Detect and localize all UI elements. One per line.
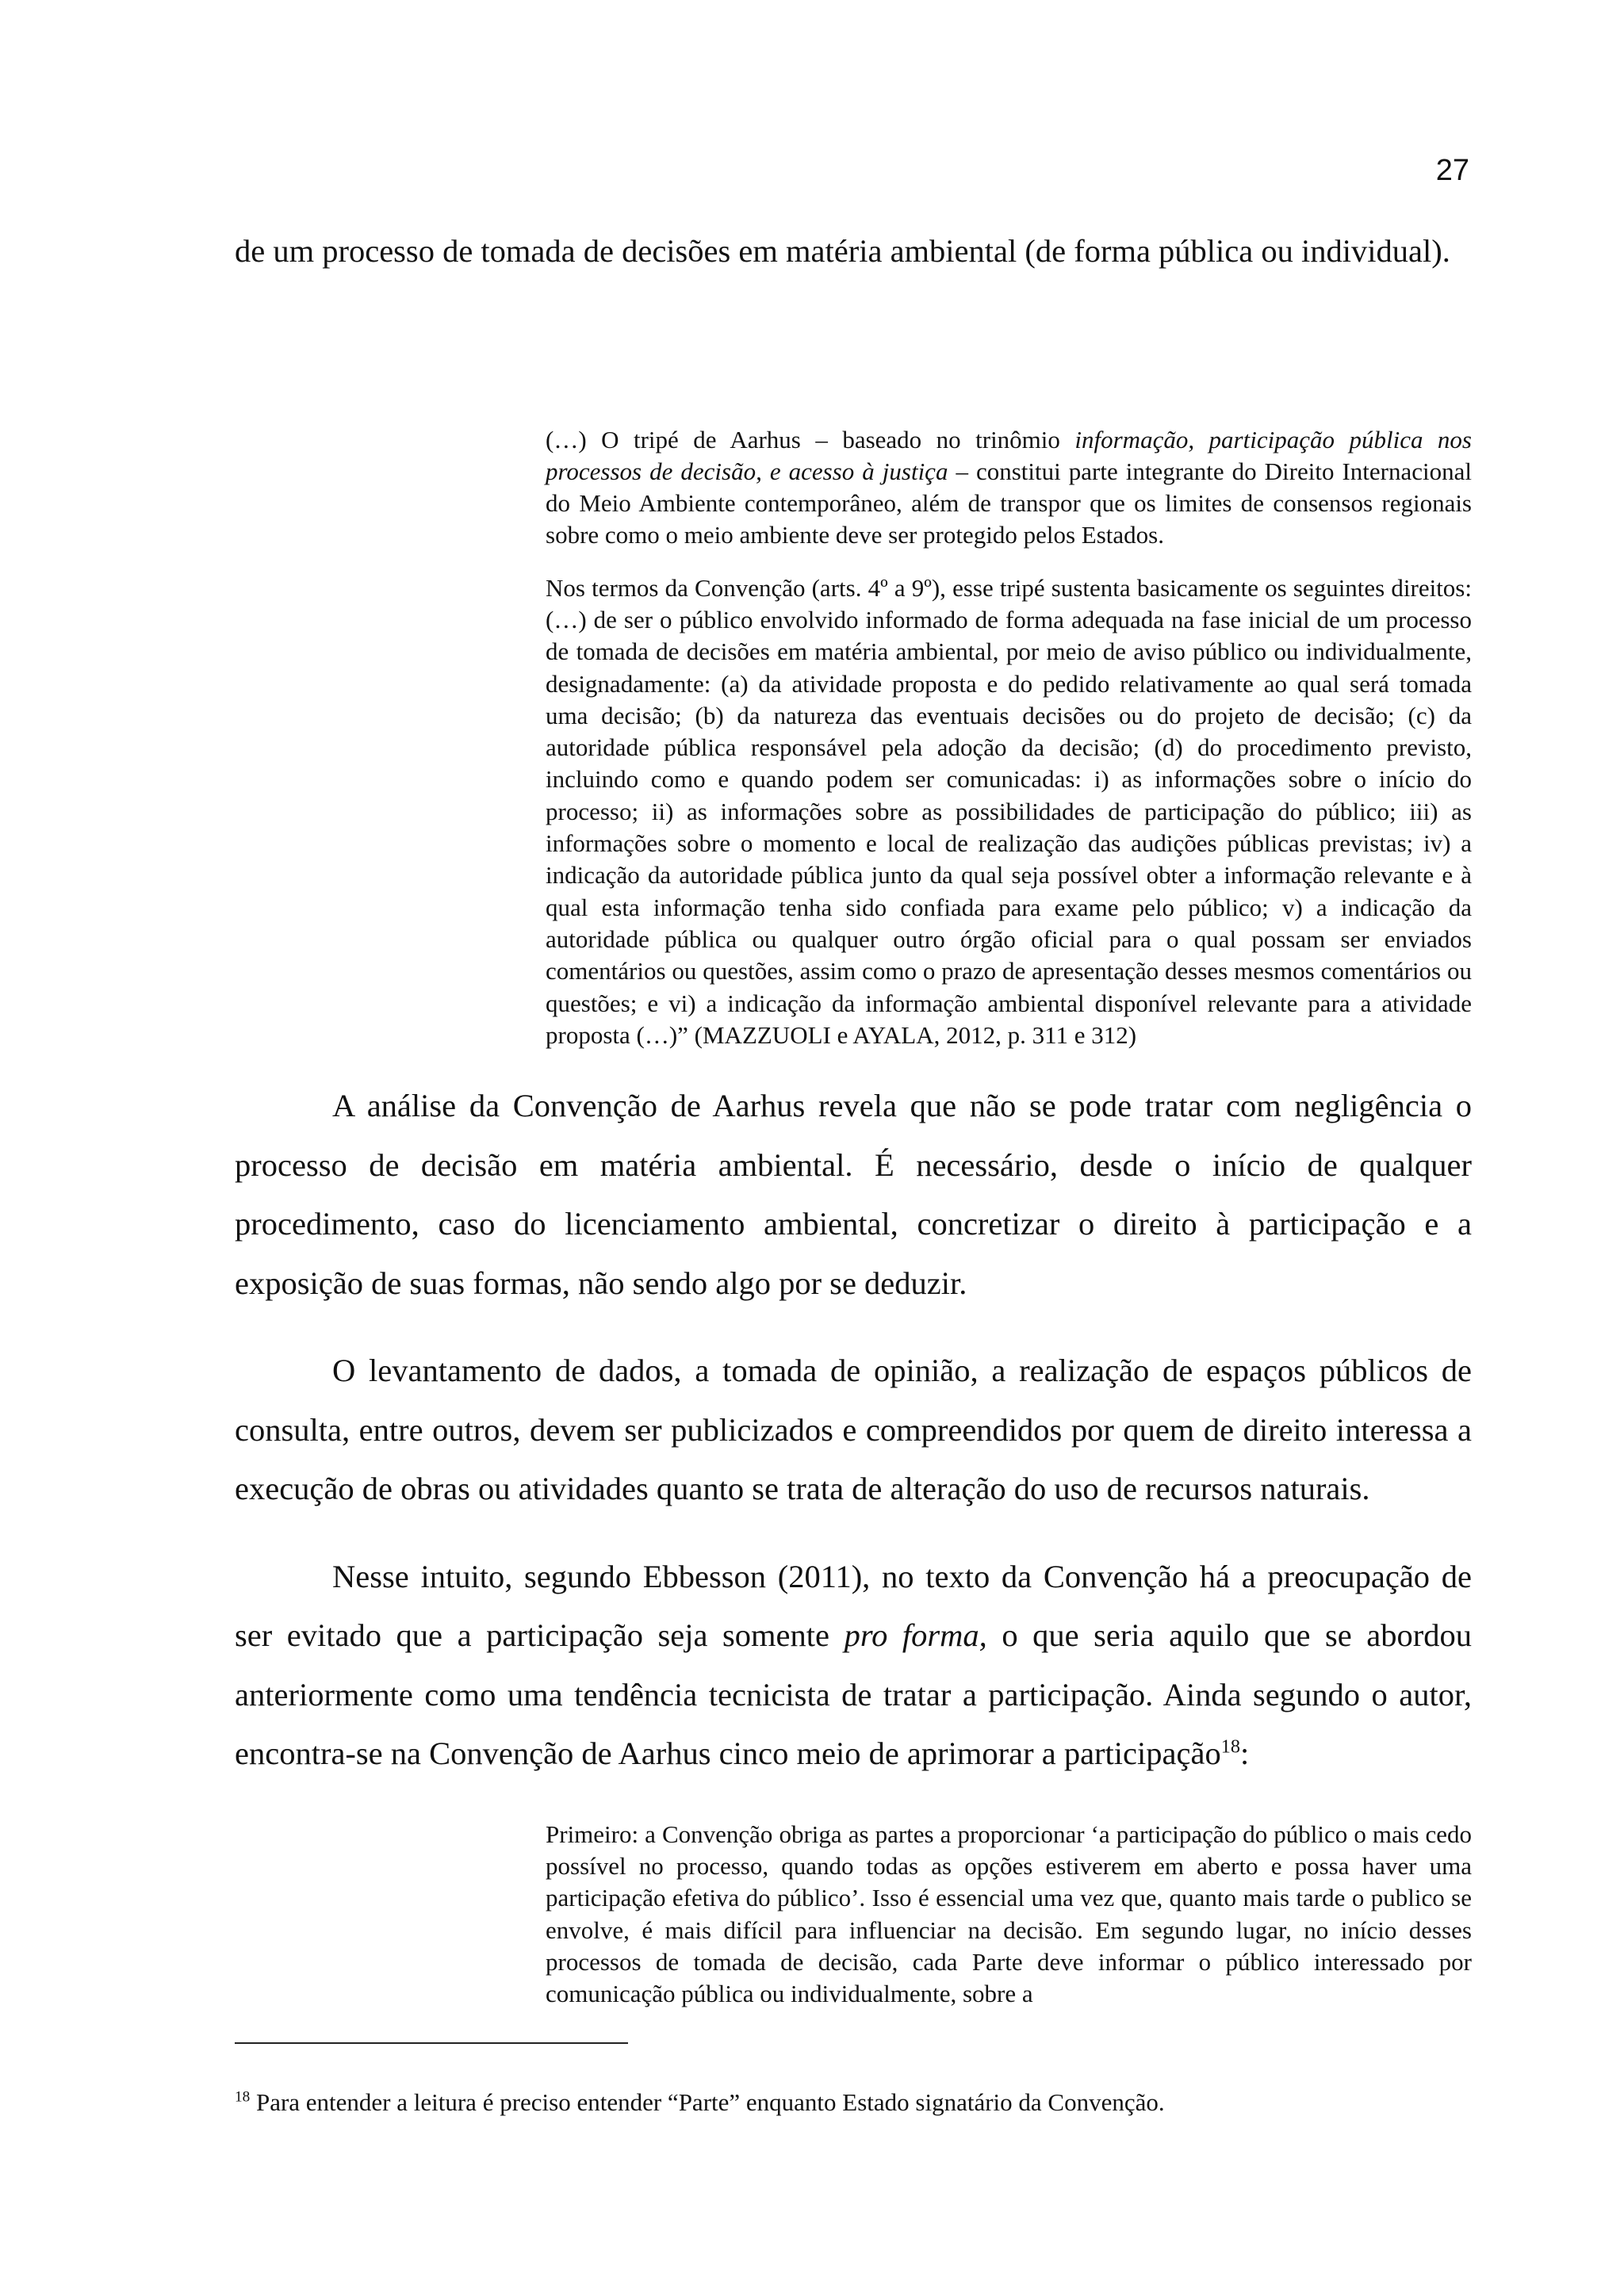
footnote-number: 18 [235,2088,251,2106]
page-body [235,222,1472,2010]
paragraph-italic-text: pro forma, [844,1617,987,1654]
quote-italic-text: informação, participação pública nos processos de decisão, e acesso à justiça [546,425,1472,485]
paragraph-data-survey: O levantamento de dados, a tomada de opinião, a realização de espaços públicos de consulta, entre outros, devem ser publicizados e compreendidos por quem de direito interessa a execução de obras ou atividades quanto se trata de alteração do uso de recursos naturais. [235,1353,1472,1507]
paragraph-continuation: de um processo de tomada de decisões em matéria ambiental (de forma pública ou individual). [235,233,1450,269]
quote-text: – constitui parte integrante do Direito Internacional do Meio Ambiente contemporâneo, além de transpor que os limites de consensos regionais sobre como o meio ambiente deve ser protegido pelos Estados. [546,457,1473,549]
quote-text: (…) O tripé de Aarhus – baseado no trinômio [546,425,1075,453]
quote-paragraph: Nos termos da Convenção (arts. 4º a 9º), esse tripé sustenta basicamente os seguintes direitos: (…) de ser o público envolvido informado de forma adequada na fase inicial de um processo de tomada de decisões em matéria ambiental, por meio de aviso público ou individualmente, designadamente: (a) da atividade proposta e do pedido relativamente ao qual será tomada uma decisão; (b) da natureza das eventuais decisões ou do projeto de decisão; (c) da autoridade pública responsável pela adoção da decisão; (d) do procedimento previsto, incluindo como e quando podem ser comunicadas: i) as informações sobre o início do processo; ii) as informações sobre as possibilidades de participação do público; iii) as informações sobre o momento e local de realização das audições públicas previstas; iv) a indicação da autoridade pública junto da qual seja possível obter a informação relevante e à qual esta informação tenha sido confiada para exame pelo público; v) a indicação da autoridade pública ou qualquer outro órgão oficial para o qual possam ser enviados comentários ou questões, assim como o prazo de apresentação desses mesmos comentários ou questões; e vi) a indicação da informação ambiental disponível relevante para a atividade proposta (…)” (MAZZUOLI e AYALA, 2012, p. 311 e 312) [546,573,1472,1049]
paragraph-text: Nesse intuito, segundo Ebbesson (2011), no texto da Convenção há a preocupação de ser evitado que a participação seja somente [235,1558,1472,1654]
paragraph-analysis: A análise da Convenção de Aarhus revela que não se pode tratar com negligência o processo de decisão em matéria ambiental. É necessário, desde o início de qualquer procedimento, caso do licenciamento ambiental, concretizar o direito à participação e a exposição de suas formas, não sendo algo por se deduzir. [235,1088,1472,1301]
block-quote-ebbesson [546,1819,1472,2011]
page-number: 27 [1435,154,1469,187]
footnote-text: Para entender a leitura é preciso entender “Parte” enquanto Estado signatário da Convenção. [250,2088,1165,2116]
quote-paragraph [546,424,1472,552]
footnote [235,2087,1472,2118]
quote-paragraph: Primeiro: a Convenção obriga as partes a proporcionar ‘a participação do público o mais cedo possível no processo, quando todas as opções estiverem em aberto e possa haver uma participação efetiva do público’. Isso é essencial uma vez que, quanto mais tarde o publico se envolve, é mais difícil para influenciar na decisão. Em segundo lugar, no início desses processos de tomada de decisão, cada Parte deve informar o público interessado por comunicação pública ou individualmente, sobre a [546,1820,1472,2008]
footnote-divider [235,2042,628,2044]
paragraph-text: : [1240,1735,1250,1772]
footnote-reference[interactable]: 18 [1220,1735,1240,1758]
block-quote-tripe-aarhus [546,424,1472,552]
paragraph-ebbesson [235,1548,1472,1784]
paragraph-text: o que seria aquilo que se abordou anteriormente como uma tendência tecnicista de tratar a participação. Ainda segundo o autor, encontra-se na Convenção de Aarhus cinco meio de aprimorar a participação [235,1617,1472,1772]
block-quote-convention-terms [546,572,1472,1051]
